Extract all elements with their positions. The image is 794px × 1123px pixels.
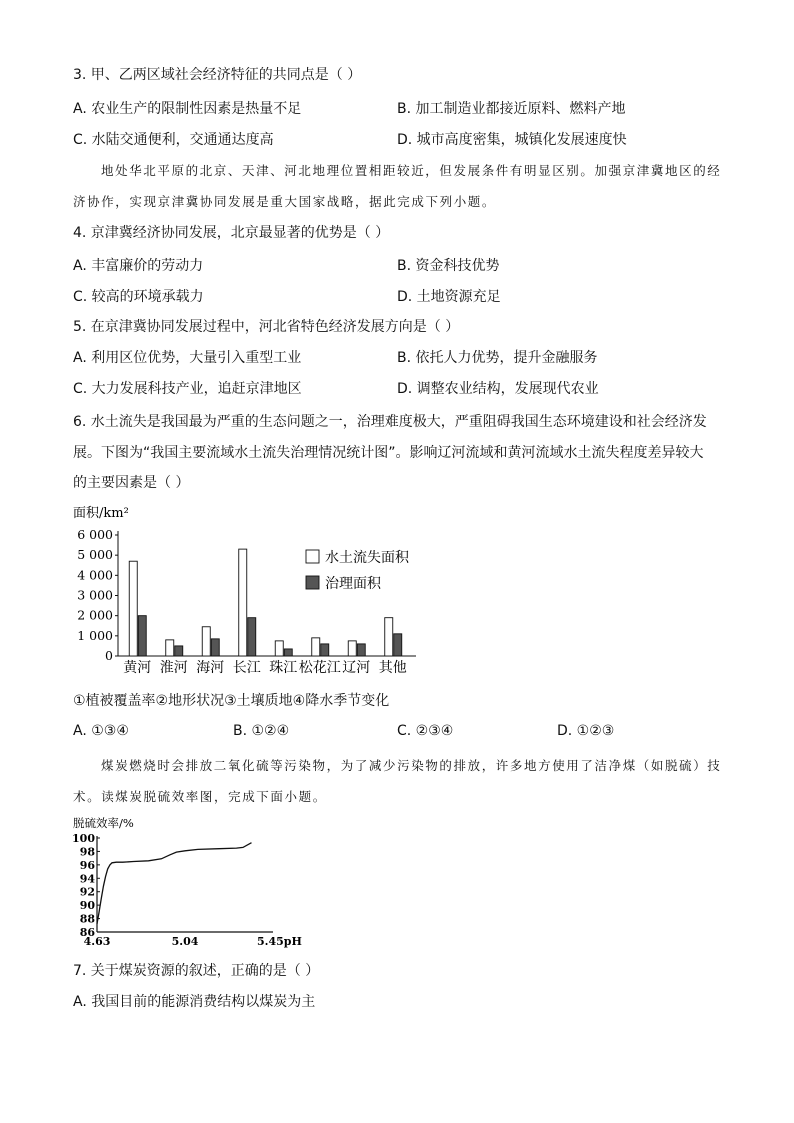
q3-option-a: A. 农业生产的限制性因素是热量不足	[73, 101, 302, 117]
passage1-line1: 地处华北平原的北京、天津、河北地理位置相距较近，但发展条件有明显区别。加强京津冀地区的经	[101, 163, 722, 178]
passage1-line2: 济协作，实现京津冀协同发展是重大国家战略，据此完成下列小题。	[73, 194, 497, 209]
bar-y-tick-label: 2 000	[77, 607, 113, 623]
q7-stem: 7. 关于煤炭资源的叙述，正确的是（ ）	[73, 963, 320, 979]
line-y-tick-label: 100	[72, 832, 95, 845]
line-y-tick-label: 92	[79, 885, 95, 899]
q3-option-d: D. 城市高度密集，城镇化发展速度快	[397, 132, 627, 148]
line-y-axis-label: 脱硫效率/%	[73, 816, 134, 830]
q5-stem: 5. 在京津冀协同发展过程中，河北省特色经济发展方向是（ ）	[73, 319, 460, 335]
bar-treated	[248, 618, 256, 656]
q5-option-b: B. 依托人力优势，提升金融服务	[397, 350, 598, 366]
bar-treated	[175, 646, 183, 656]
line-y-tick-label: 88	[79, 912, 95, 926]
bar-erosion	[312, 638, 320, 656]
bar-y-tick-label: 3 000	[77, 587, 113, 603]
desulfurization-line-chart	[70, 812, 310, 952]
bar-erosion	[202, 627, 210, 656]
q3-option-b: B. 加工制造业都接近原料、燃料产地	[397, 101, 626, 117]
bar-category-label: 其他	[378, 660, 407, 676]
bar-category-label: 珠江	[269, 660, 298, 676]
bar-y-tick-label: 1 000	[77, 627, 113, 643]
erosion-bar-chart	[70, 500, 450, 685]
line-y-tick-label: 86	[79, 926, 95, 939]
bar-erosion	[275, 641, 283, 656]
line-x-tick-label: 5.45pH	[257, 935, 302, 948]
bar-treated	[394, 634, 402, 656]
q4-option-b: B. 资金科技优势	[397, 258, 500, 274]
q6-factors: ①植被覆盖率②地形状况③土壤质地④降水季节变化	[73, 693, 390, 709]
line-y-tick-label: 96	[79, 858, 95, 872]
bar-y-tick-label: 4 000	[77, 567, 113, 583]
line-y-tick-label: 98	[79, 845, 95, 859]
q3-stem: 3. 甲、乙两区域社会经济特征的共同点是（ ）	[73, 67, 362, 83]
q4-option-a: A. 丰富廉价的劳动力	[73, 258, 204, 274]
bar-treated	[284, 649, 292, 656]
bar-category-label: 海河	[196, 660, 225, 676]
q5-option-a: A. 利用区位优势，大量引入重型工业	[73, 350, 302, 366]
q6-option-c: C. ②③④	[397, 723, 454, 739]
bar-y-axis-label: 面积/km²	[73, 506, 129, 521]
legend-swatch	[306, 576, 319, 589]
bar-erosion	[385, 618, 393, 656]
q4-option-d: D. 土地资源充足	[397, 289, 501, 305]
bar-erosion	[348, 641, 356, 656]
bar-category-label: 辽河	[342, 660, 371, 676]
bar-treated	[321, 644, 329, 656]
q6-option-a: A. ①③④	[73, 723, 129, 739]
bar-treated	[357, 644, 365, 656]
q6-option-b: B. ①②④	[233, 723, 290, 739]
line-y-tick-label: 90	[79, 899, 95, 913]
bar-erosion	[166, 640, 174, 656]
line-x-tick-label: 5.04	[171, 935, 199, 948]
bar-erosion	[239, 549, 247, 656]
bar-category-label: 松花江	[298, 660, 341, 676]
bar-erosion	[129, 561, 137, 656]
bar-y-tick-label: 5 000	[77, 547, 113, 563]
q6-line1: 6. 水土流失是我国最为严重的生态问题之一，治理难度极大，严重阻碍我国生态环境建设和社会经济发	[73, 414, 707, 430]
q5-option-d: D. 调整农业结构，发展现代农业	[397, 381, 599, 397]
q3-option-c: C. 水陆交通便利，交通通达度高	[73, 132, 274, 148]
q5-option-c: C. 大力发展科技产业，追赶京津地区	[73, 381, 302, 397]
line-y-tick-label: 94	[79, 872, 95, 886]
bar-treated	[211, 639, 219, 656]
line-series	[97, 843, 252, 924]
q6-option-d: D. ①②③	[557, 723, 615, 739]
q7-option-a: A. 我国目前的能源消费结构以煤炭为主	[73, 994, 316, 1010]
passage2-line2: 术。读煤炭脱硫效率图，完成下面小题。	[73, 789, 327, 804]
q6-line2: 展。下图为“我国主要流域水土流失治理情况统计图”。影响辽河流域和黄河流域水土流失程度差异较大	[73, 445, 704, 461]
q6-line3: 的主要因素是（ ）	[73, 475, 190, 491]
legend-swatch	[306, 550, 319, 563]
bar-category-label: 长江	[232, 660, 261, 676]
legend-label: 水土流失面积	[325, 550, 409, 566]
line-x-tick-label: 4.63	[83, 935, 111, 948]
bar-y-tick-label: 0	[105, 648, 113, 663]
bar-category-label: 淮河	[159, 660, 188, 676]
passage2-line1: 煤炭燃烧时会排放二氧化硫等污染物，为了减少污染物的排放，许多地方使用了洁净煤（如脱硫）技	[101, 758, 722, 773]
bar-category-label: 黄河	[123, 660, 152, 676]
legend-label: 治理面积	[325, 576, 381, 592]
bar-treated	[138, 616, 146, 656]
q4-stem: 4. 京津冀经济协同发展，北京最显著的优势是（ ）	[73, 225, 390, 241]
q4-option-c: C. 较高的环境承载力	[73, 289, 204, 305]
bar-y-tick-label: 6 000	[77, 527, 113, 542]
